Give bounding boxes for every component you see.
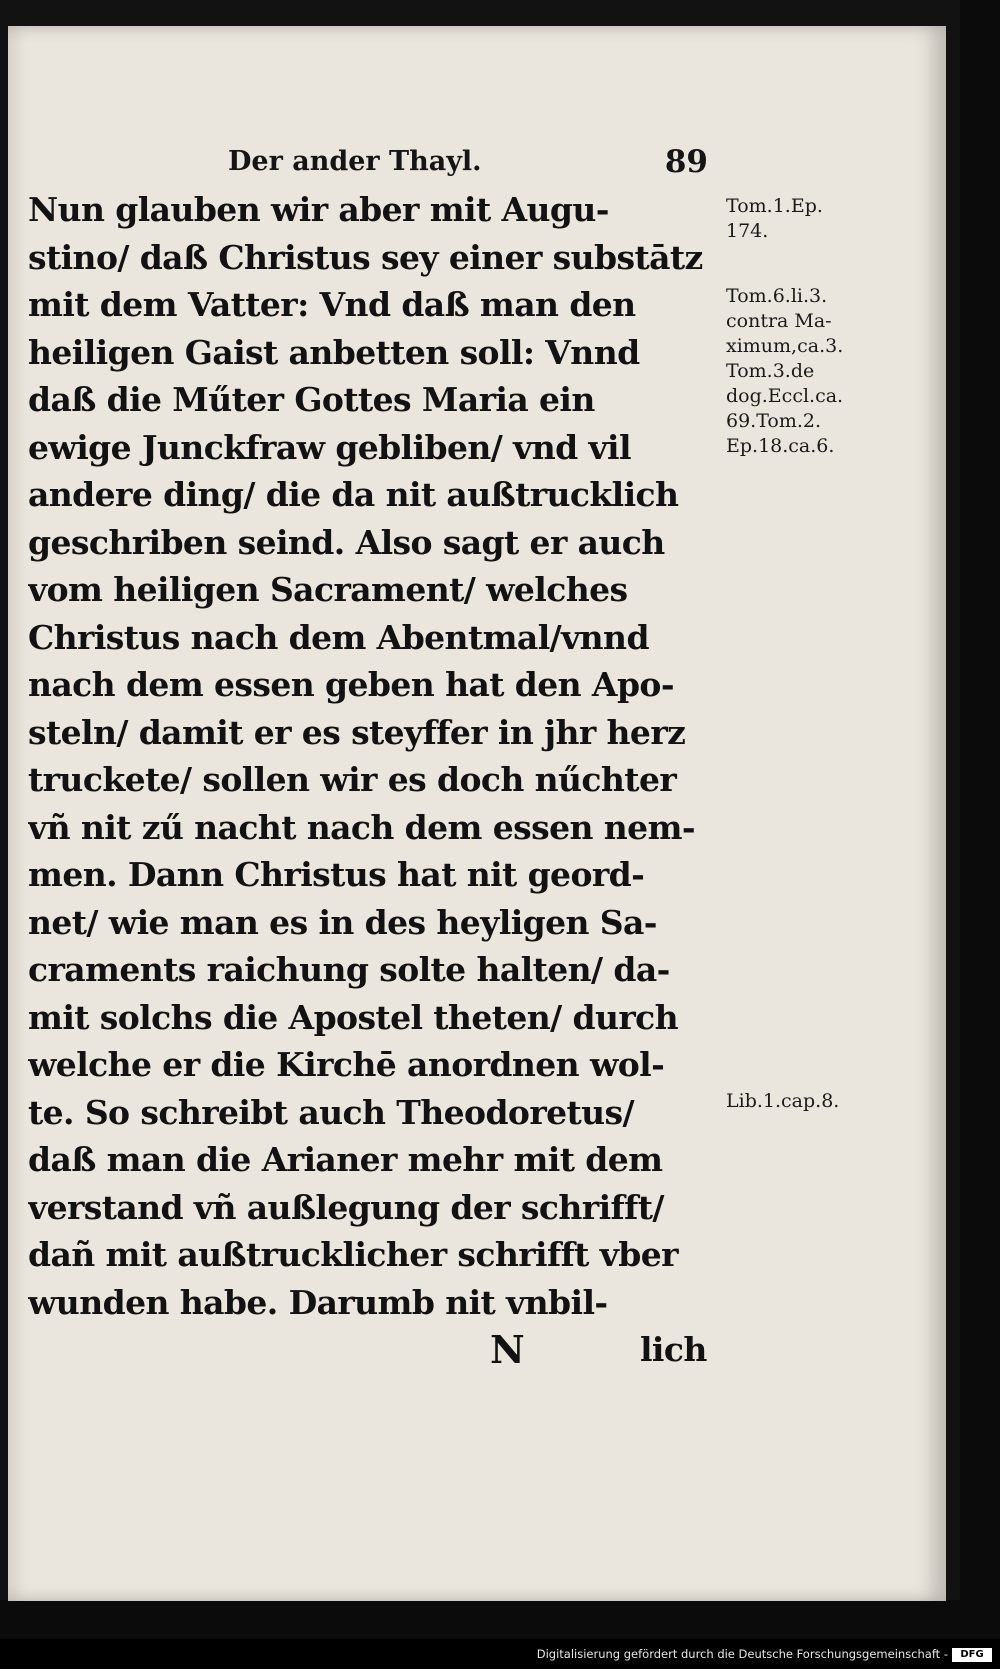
text-line: welche er die Kirchē anordnen wol- xyxy=(28,1045,665,1084)
margin-note-line: contra Ma- xyxy=(726,310,832,332)
margin-note-line: Tom.6.li.3. xyxy=(726,285,828,307)
margin-note-line: Lib.1.cap.8. xyxy=(726,1090,840,1112)
text-line: daß die Műter Gottes Maria ein xyxy=(28,380,595,419)
page-number: 89 xyxy=(664,144,708,180)
text-line: heiligen Gaist anbetten soll: Vnnd xyxy=(28,332,640,372)
text-line: andere ding/ die da nit außtrucklich xyxy=(28,475,679,514)
text-line: wunden habe. Darumb nit vnbil- xyxy=(28,1282,608,1322)
margin-note-line: Tom.3.de xyxy=(726,360,815,382)
text-line: verstand vñ außlegung der schrifft/ xyxy=(28,1187,664,1227)
book-page xyxy=(8,26,946,1601)
footer-bar xyxy=(0,1639,1000,1669)
text-line: stino/ daß Christus sey einer substātz xyxy=(28,237,703,277)
running-title: Der ander Thayl. xyxy=(228,146,482,177)
signature-mark: N xyxy=(490,1327,525,1372)
margin-note-line: 174. xyxy=(726,220,769,242)
text-line: vñ nit zű nacht nach dem essen nem- xyxy=(28,807,695,847)
text-line: truckete/ sollen wir es doch nűchter xyxy=(28,760,677,799)
text-line: craments raichung solte halten/ da- xyxy=(28,950,670,989)
text-line: daß man die Arianer mehr mit dem xyxy=(28,1140,663,1179)
margin-note-line: Tom.1.Ep. xyxy=(726,195,823,217)
text-line: steln/ damit er es steyffer in jhr herz xyxy=(28,712,686,752)
text-line: te. So schreibt auch Theodoretus/ xyxy=(28,1092,634,1132)
margin-note-line: dog.Eccl.ca. xyxy=(726,385,844,407)
text-line: dañ mit außtrucklicher schrifft vber xyxy=(28,1235,678,1274)
dfg-logo: DFG xyxy=(952,1648,992,1662)
margin-note-line: Ep.18.ca.6. xyxy=(726,435,835,457)
margin-note xyxy=(726,284,843,459)
text-line: Nun glauben wir aber mit Augu- xyxy=(28,190,609,229)
page-header xyxy=(228,138,708,182)
text-line: net/ wie man es in des heyligen Sa- xyxy=(28,902,657,942)
text-line: mit solchs die Apostel theten/ durch xyxy=(28,997,679,1037)
text-line: men. Dann Christus hat nit geord- xyxy=(28,855,645,894)
text-line: mit dem Vatter: Vnd daß man den xyxy=(28,285,636,324)
text-line: vom heiligen Sacrament/ welches xyxy=(28,570,628,609)
catchword: lich xyxy=(640,1330,707,1369)
text-line: ewige Junckfraw gebliben/ vnd vil xyxy=(28,427,631,467)
digitization-credit: Digitalisierung gefördert durch die Deutsche Forschungsgemeinschaft - xyxy=(536,1647,948,1661)
text-line: nach dem essen geben hat den Apo- xyxy=(28,665,674,704)
margin-note xyxy=(726,1089,839,1114)
text-line: geschriben seind. Also sagt er auch xyxy=(28,522,665,562)
catchword-line xyxy=(28,1326,718,1374)
margin-note xyxy=(726,194,823,244)
text-line: Christus nach dem Abentmal/vnnd xyxy=(28,617,649,657)
margin-note-line: 69.Tom.2. xyxy=(726,410,822,432)
margin-note-line: ximum,ca.3. xyxy=(726,335,844,357)
main-text-block xyxy=(28,186,718,1374)
